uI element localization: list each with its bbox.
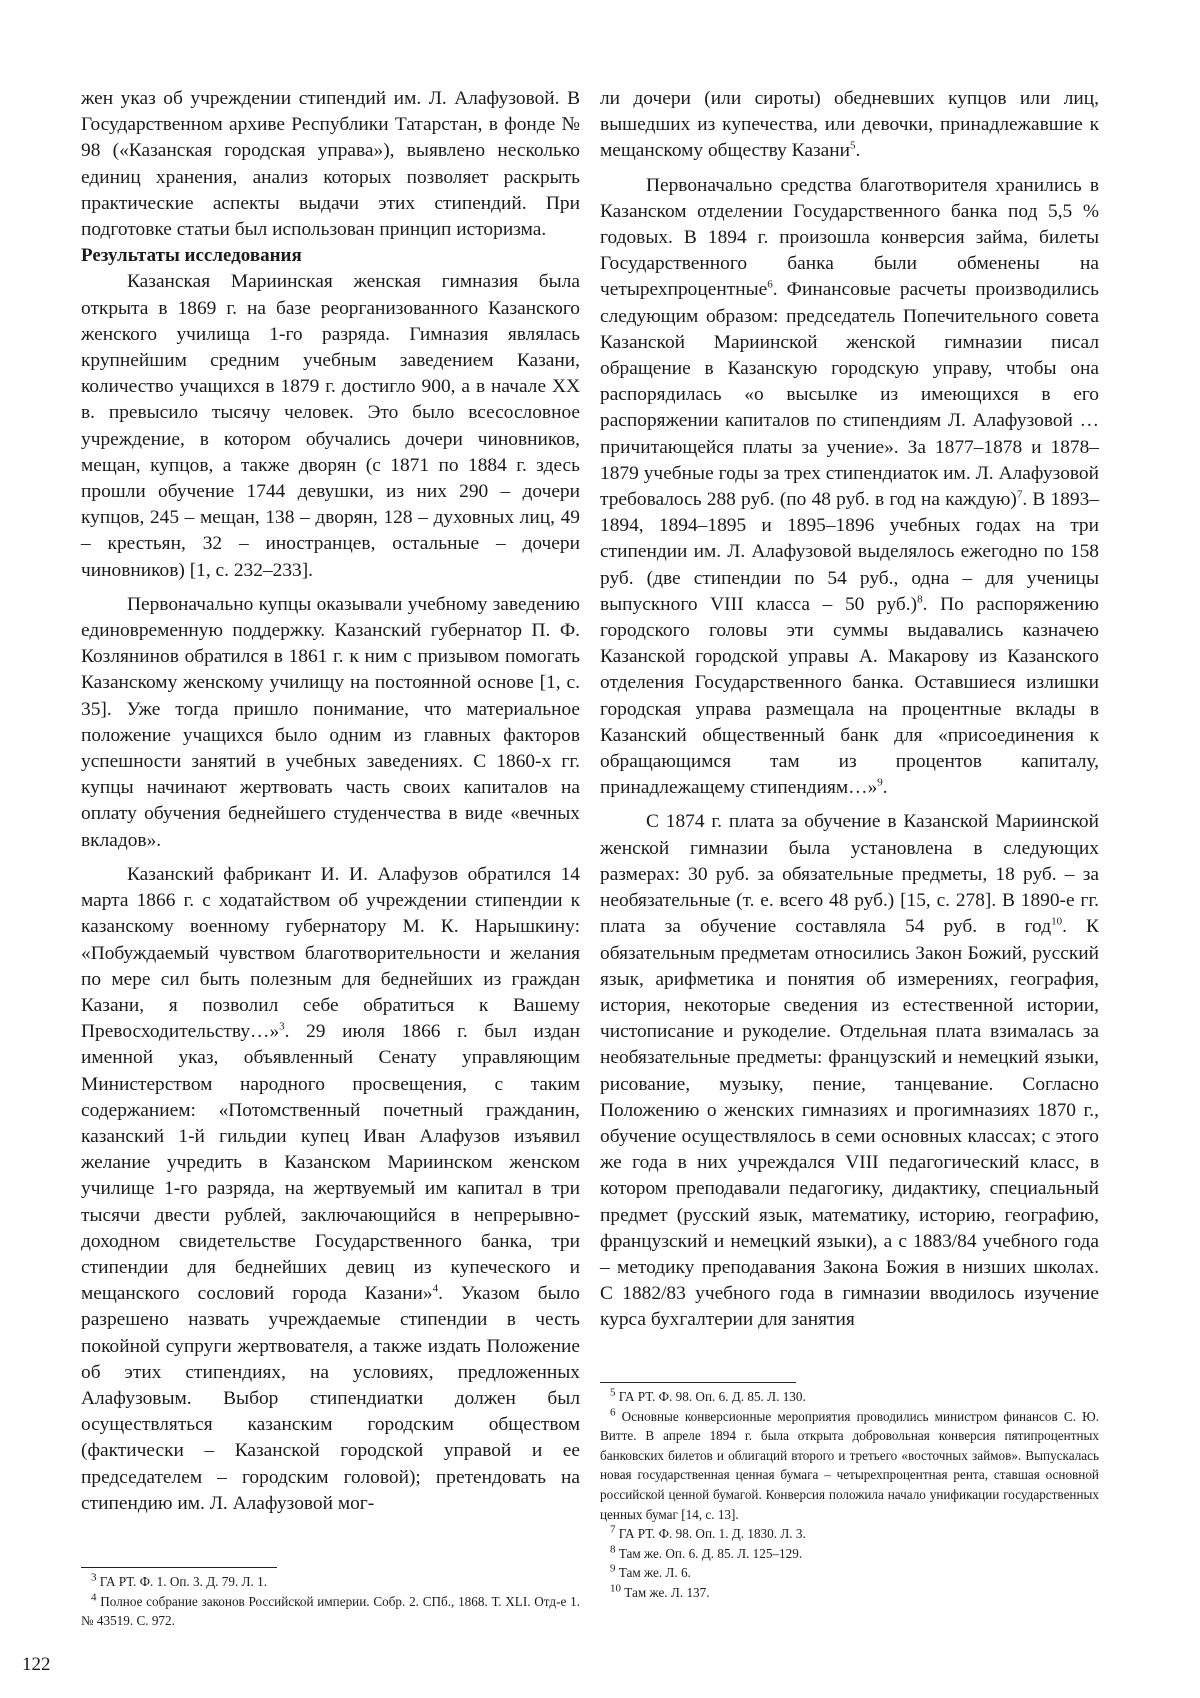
footnote-ref: 7 (1016, 488, 1023, 501)
footnote-divider (600, 1382, 796, 1383)
paragraph-merchants: Первоначально купцы оказывали учебному заведению единовременную поддержку. Казанский губернатор П. Ф. Козлянинов обратился в 1861 г. к ним с призывом помогать Казанскому женскому училищу на постоянной основе [1, с. 35]. Уже тогда пришло понимание, что материальное положение учащихся было одним из главных факторов успешности занятий в учебных заведениях. С 1860-х гг. купцы начинают жертвовать часть своих капиталов на оплату обучения беднейшего студенчества в виде «вечных вкладов». (81, 593, 580, 851)
footnote-text: ГА РТ. Ф. 98. Оп. 1. Д. 1830. Л. 3. (615, 1526, 806, 1542)
footnote-number: 3 (91, 1571, 97, 1584)
footnote (81, 1572, 580, 1592)
paragraph-gymnasium: Казанская Мариинская женская гимназия была открыта в 1869 г. на базе реорганизованного Казанского женского училища 1-го разряда. Гимназия являлась крупнейшим средним учебным заведением Казани, количество учащихся в 1879 г. достигло 900, а в начале XX в. превысило тысячу человек. Это было всесословное учреждение, в котором обучались дочери чиновников, мещан, купцов, а также дворян (с 1871 по 1884 г. здесь прошли обучение 1744 девушки, из них 290 – дочери купцов, 245 – мещан, 138 – дворян, 128 – духовных лиц, 49 – крестьян, 32 – иностранцев, остальные – дочери чиновников) [1, с. 232–233]. (81, 271, 580, 581)
text-run: . Указом было разрешено назвать учреждаемые стипендии в честь покойной супруги жертвователя, а также издать Положение об этих стипендиях, на условиях, предложенных Алафузовым. Выбор стипендиатки должен был осуществляться казанским городским обществом (фактически – Казанской городской управой и ее председателем – городским головой); претендовать на стипендию им. Л. Алафузовой мог- (81, 1283, 580, 1514)
footnote (600, 1583, 1099, 1603)
footnote-ref: 5 (849, 139, 856, 152)
paragraph-finances (600, 173, 1099, 802)
footnote-number: 4 (91, 1591, 97, 1604)
footnote-text: Основные конверсионные мероприятия проводились министром финансов С. Ю. Витте. В апреле 1894 г. была открыта добровольная конверсия пятипроцентных банковских билетов и облигаций второго и третьего «восточных займов». Выпускалась новая государственная ценная бумага – четырехпроцентная рента, ставшая основной российской ценной бумагой. Конверсия положила начало унификации государственных ценных бумаг [14, с. 13]. (600, 1408, 1099, 1522)
footnotes-left (81, 1572, 580, 1631)
footnote-ref: 9 (877, 776, 883, 789)
footnote-number: 8 (610, 1543, 616, 1556)
paragraph-tuition (600, 809, 1099, 1333)
footnote (600, 1544, 1099, 1564)
footnote-text: Полное собрание законов Российской империи. Собр. 2. СПб., 1868. Т. XLI. Отд-е 1. № 43519. С. 972. (81, 1593, 580, 1629)
text-run: . По распоряжению городского головы эти суммы выдавались казначею Казанской городской управы А. Макарову из Казанского отделения Государственного банка. Оставшиеся излишки городская управа размещала на процентные вклады в Казанский общественный банк для «присоединения к обращающимся там из процентов капиталу, принадлежащему стипендиям…» (600, 593, 1099, 799)
footnote-number: 10 (610, 1582, 621, 1595)
text-run: . (882, 777, 888, 799)
footnote-number: 9 (610, 1562, 616, 1575)
page-number: 122 (22, 1654, 51, 1675)
text-run: С 1874 г. плата за обучение в Казанской Мариинской женской гимназии была установлена в следующих размерах: 30 руб. за обязательные предметы, 18 руб. – за необязательные (т. е. всего 48 руб.) [15, с. 278]. В 1890-е гг. плата за обучение составляла 54 руб. в год (600, 811, 1099, 938)
footnote-ref: 3 (279, 1020, 285, 1033)
text-run: . (855, 140, 861, 162)
footnote-ref: 8 (917, 593, 923, 606)
left-column (81, 86, 580, 1517)
paragraph-intro-end: жен указ об учреждении стипендий им. Л. Алафузовой. В Государственном архиве Республики Татарстан, в фонде № 98 («Казанская городская управа»), выявлено несколько единиц хранения, анализ которых позволяет раскрыть практические аспекты выдачи этих стипендий. При подготовке статьи был использован принцип историзма. (81, 88, 580, 241)
footnote (600, 1563, 1099, 1583)
footnote (81, 1592, 580, 1631)
footnote-ref: 10 (1051, 915, 1063, 928)
text-run: Первоначально средства благотворителя хранились в Казанском отделении Государственного банка под 5,5 % годовых. В 1894 г. произошла конверсия займа, билеты Государственного банка были обменены на четырехпроцентные (600, 174, 1099, 301)
footnote-number: 6 (610, 1406, 616, 1419)
footnotes-right (600, 1387, 1099, 1603)
footnote-text: Там же. Л. 6. (615, 1565, 691, 1581)
right-column (600, 86, 1099, 1334)
footnote-text: ГА РТ. Ф. 1. Оп. 3. Д. 79. Л. 1. (96, 1574, 267, 1589)
text-run: . 29 июля 1866 г. был издан именной указ, объявленный Сенату управляющим Министерством народного просвещения, с таким содержанием: «Потомственный почетный гражданин, казанский 1-й гильдии купец Иван Алафузов изъявил желание учредить в Казанском Мариинском женском училище 1-го разряда, на жертвуемый им капитал в три тысячи двести рублей, заключающийся в непрерывно-доходном свидетельстве Государственного банка, три стипендии для беднейших девиц из купеческого и мещанского сословий города Казани» (81, 1021, 580, 1305)
section-heading: Результаты исследования (81, 245, 302, 267)
footnote-number: 7 (610, 1523, 616, 1536)
footnote-number: 5 (610, 1386, 616, 1399)
footnote-text: Там же. Л. 137. (621, 1584, 710, 1600)
footnote-ref: 6 (767, 278, 773, 291)
text-run: ли дочери (или сироты) обедневших купцов или лиц, вышедших из купечества, или девочки, принадлежавшие к мещанскому обществу Казани (600, 88, 1099, 162)
footnote-ref: 4 (432, 1282, 439, 1295)
text-run: . В 1893–1894, 1894–1895 и 1895–1896 учебных годах на три стипендии им. Л. Алафузовой выделялось ежегодно по 158 руб. (две стипендии по 54 руб., одна – для ученицы выпускного VIII класса – 50 руб.) (600, 489, 1100, 615)
footnote-text: ГА РТ. Ф. 98. Оп. 6. Д. 85. Л. 130. (615, 1389, 806, 1404)
paragraph-alafuzov (81, 862, 580, 1517)
paragraph-continuation (600, 86, 1099, 165)
footnote (600, 1524, 1099, 1544)
text-run: Казанский фабрикант И. И. Алафузов обратился 14 марта 1866 г. с ходатайством об учреждении стипендии к казанскому военному губернатору М. К. Нарышкину: «Побуждаемый чувством благотворительности и желания по мере сил быть полезным для беднейших из граждан Казани, я позволил себе обратиться к Вашему Превосходительству…» (81, 863, 580, 1043)
text-run: . К обязательным предметам относились Закон Божий, русский язык, арифметика и понятия об измерениях, география, история, некоторые сведения из естественной истории, чистописание и рукоделие. Отдельная плата взималась за необязательные предметы: французский и немецкий языки, рисование, музыку, пение, танцевание. Согласно Положению о женских гимназиях и прогимназиях 1870 г., обучение осуществлялось в семи основных классах; с этого же года в них учреждался VIII педагогический класс, в котором преподавали педагогику, дидактику, специальный предмет (русский язык, математику, историю, географию, французский и немецкий языки), а с 1883/84 учебного года – методику преподавания Закона Божия в низших школах. С 1882/83 учебного года в гимназии вводилось изучение курса бухгалтерии для занятия (600, 916, 1099, 1331)
footnote-divider (81, 1567, 277, 1568)
text-run: . Финансовые расчеты производились следующим образом: председатель Попечительного совета Казанской Мариинской женской гимназии писал обращение в Казанскую городскую управу, чтобы она распорядилась «о высылке из имеющихся в его распоряжении капиталов по стипендиям Л. Алафузовой … причитающейся платы за учение». За 1877–1878 и 1878–1879 учебные годы за трех стипендиаток им. Л. Алафузовой требовалось 288 руб. (по 48 руб. в год на каждую) (600, 279, 1099, 511)
footnote (600, 1387, 1099, 1407)
footnote (600, 1407, 1099, 1525)
footnote-text: Там же. Оп. 6. Д. 85. Л. 125–129. (615, 1545, 803, 1561)
